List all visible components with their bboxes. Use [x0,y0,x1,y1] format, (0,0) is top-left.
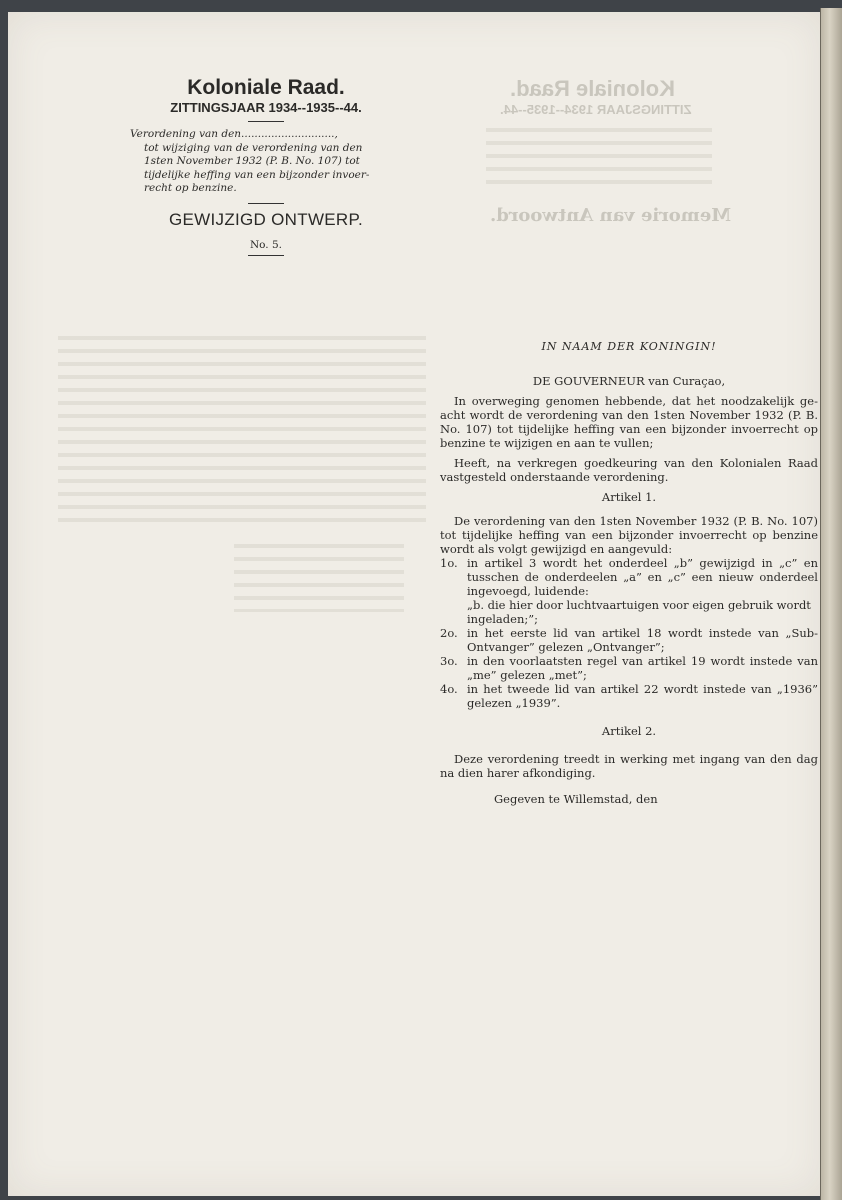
divider [248,203,284,204]
bleed-through-text-block [486,128,712,188]
preamble: IN NAAM DER KONINGIN! [541,340,717,353]
section-heading: GEWIJZIGD ONTWERP. [169,209,363,229]
ordinance-title-line: Verordening van den............................, [130,128,338,140]
list-item-text: in het eerste lid van artikel 18 wordt instede van „Sub-Ontvanger” gelezen „Ontvanger”; [467,626,818,654]
binding-edge [820,8,842,1200]
list-item-text: in den voorlaatsten regel van artikel 19 wordt instede van „me” gelezen „met”; [467,654,818,682]
bleed-through-text-block [58,336,426,526]
list-item-text: in het tweede lid van artikel 22 wordt instede van „1936” gelezen „1939”. [467,682,818,710]
governor-line: DE GOUVERNEUR van Curaçao, [532,374,726,388]
bleed-through-heading: Memorie van Antwoord. [490,205,732,226]
list-item-number: 1o. [440,556,458,570]
document-number: No. 5. [249,238,283,251]
session-year: ZITTINGSJAAR 1934--1935--44. [170,100,362,115]
list-item-number: 2o. [440,626,458,640]
bleed-through-session-year: ZITTINGSJAAR 1934--1935--44. [500,102,692,117]
ordinance-title-line: tijdelijke heffing van een bijzonder invoer- [144,168,370,181]
list-item [440,682,818,710]
article-2-text: Deze verordening treedt in werking met ingang van den dag na dien harer afkondiging. [440,752,818,780]
ordinance-title-line: recht op benzine. [144,182,237,194]
list-item [440,654,818,682]
bleed-through-title: Koloniale Raad. [510,76,676,101]
list-item [440,556,818,598]
closing-line: Gegeven te Willemstad, den [494,792,658,806]
bleed-through-text-block [234,544,404,612]
list-item-number: 4o. [440,682,458,696]
article-2-heading: Artikel 2. [601,724,657,738]
divider [248,121,284,122]
ordinance-title [130,128,402,196]
list-item-number: 3o. [440,654,458,668]
page-title: Koloniale Raad. [187,76,345,99]
divider [248,255,284,256]
ordinance-title-line: 1sten November 1932 (P. B. No. 107) tot [144,155,360,167]
approval-paragraph: Heeft, na verkregen goedkeuring van den Kolonialen Raad vastgesteld onderstaande verordening. [440,456,818,484]
list-item [440,626,818,654]
ordinance-title-line: tot wijziging van de verordening van den [144,141,363,154]
header-block [130,76,402,262]
list-item-text: in artikel 3 wordt het onderdeel „b” gewijzigd in „c” en tusschen de onderdeelen „a” en „c” een nieuw onderdeel ingevoegd, luidende: [467,556,818,598]
quoted-subclause: „b. die hier door luchtvaartuigen voor eigen gebruik wordt ingeladen;”; [467,598,811,626]
article-1-heading: Artikel 1. [601,490,657,504]
article-1-intro: De verordening van den 1sten November 1932 (P. B. No. 107) tot tijdelijke heffing van een bijzonder invoerrecht op benzine wordt als volgt gewijzigd en aangevuld: [440,514,818,556]
considering-paragraph: In overweging genomen hebbende, dat het noodzakelijk ge-acht wordt de verordening van den 1sten November 1932 (P. B. No. 107) tot tijdelijke heffing van een bijzonder invoerrecht op benzine te wijzigen en aan te vullen; [440,394,818,450]
ordinance-body [440,340,818,806]
